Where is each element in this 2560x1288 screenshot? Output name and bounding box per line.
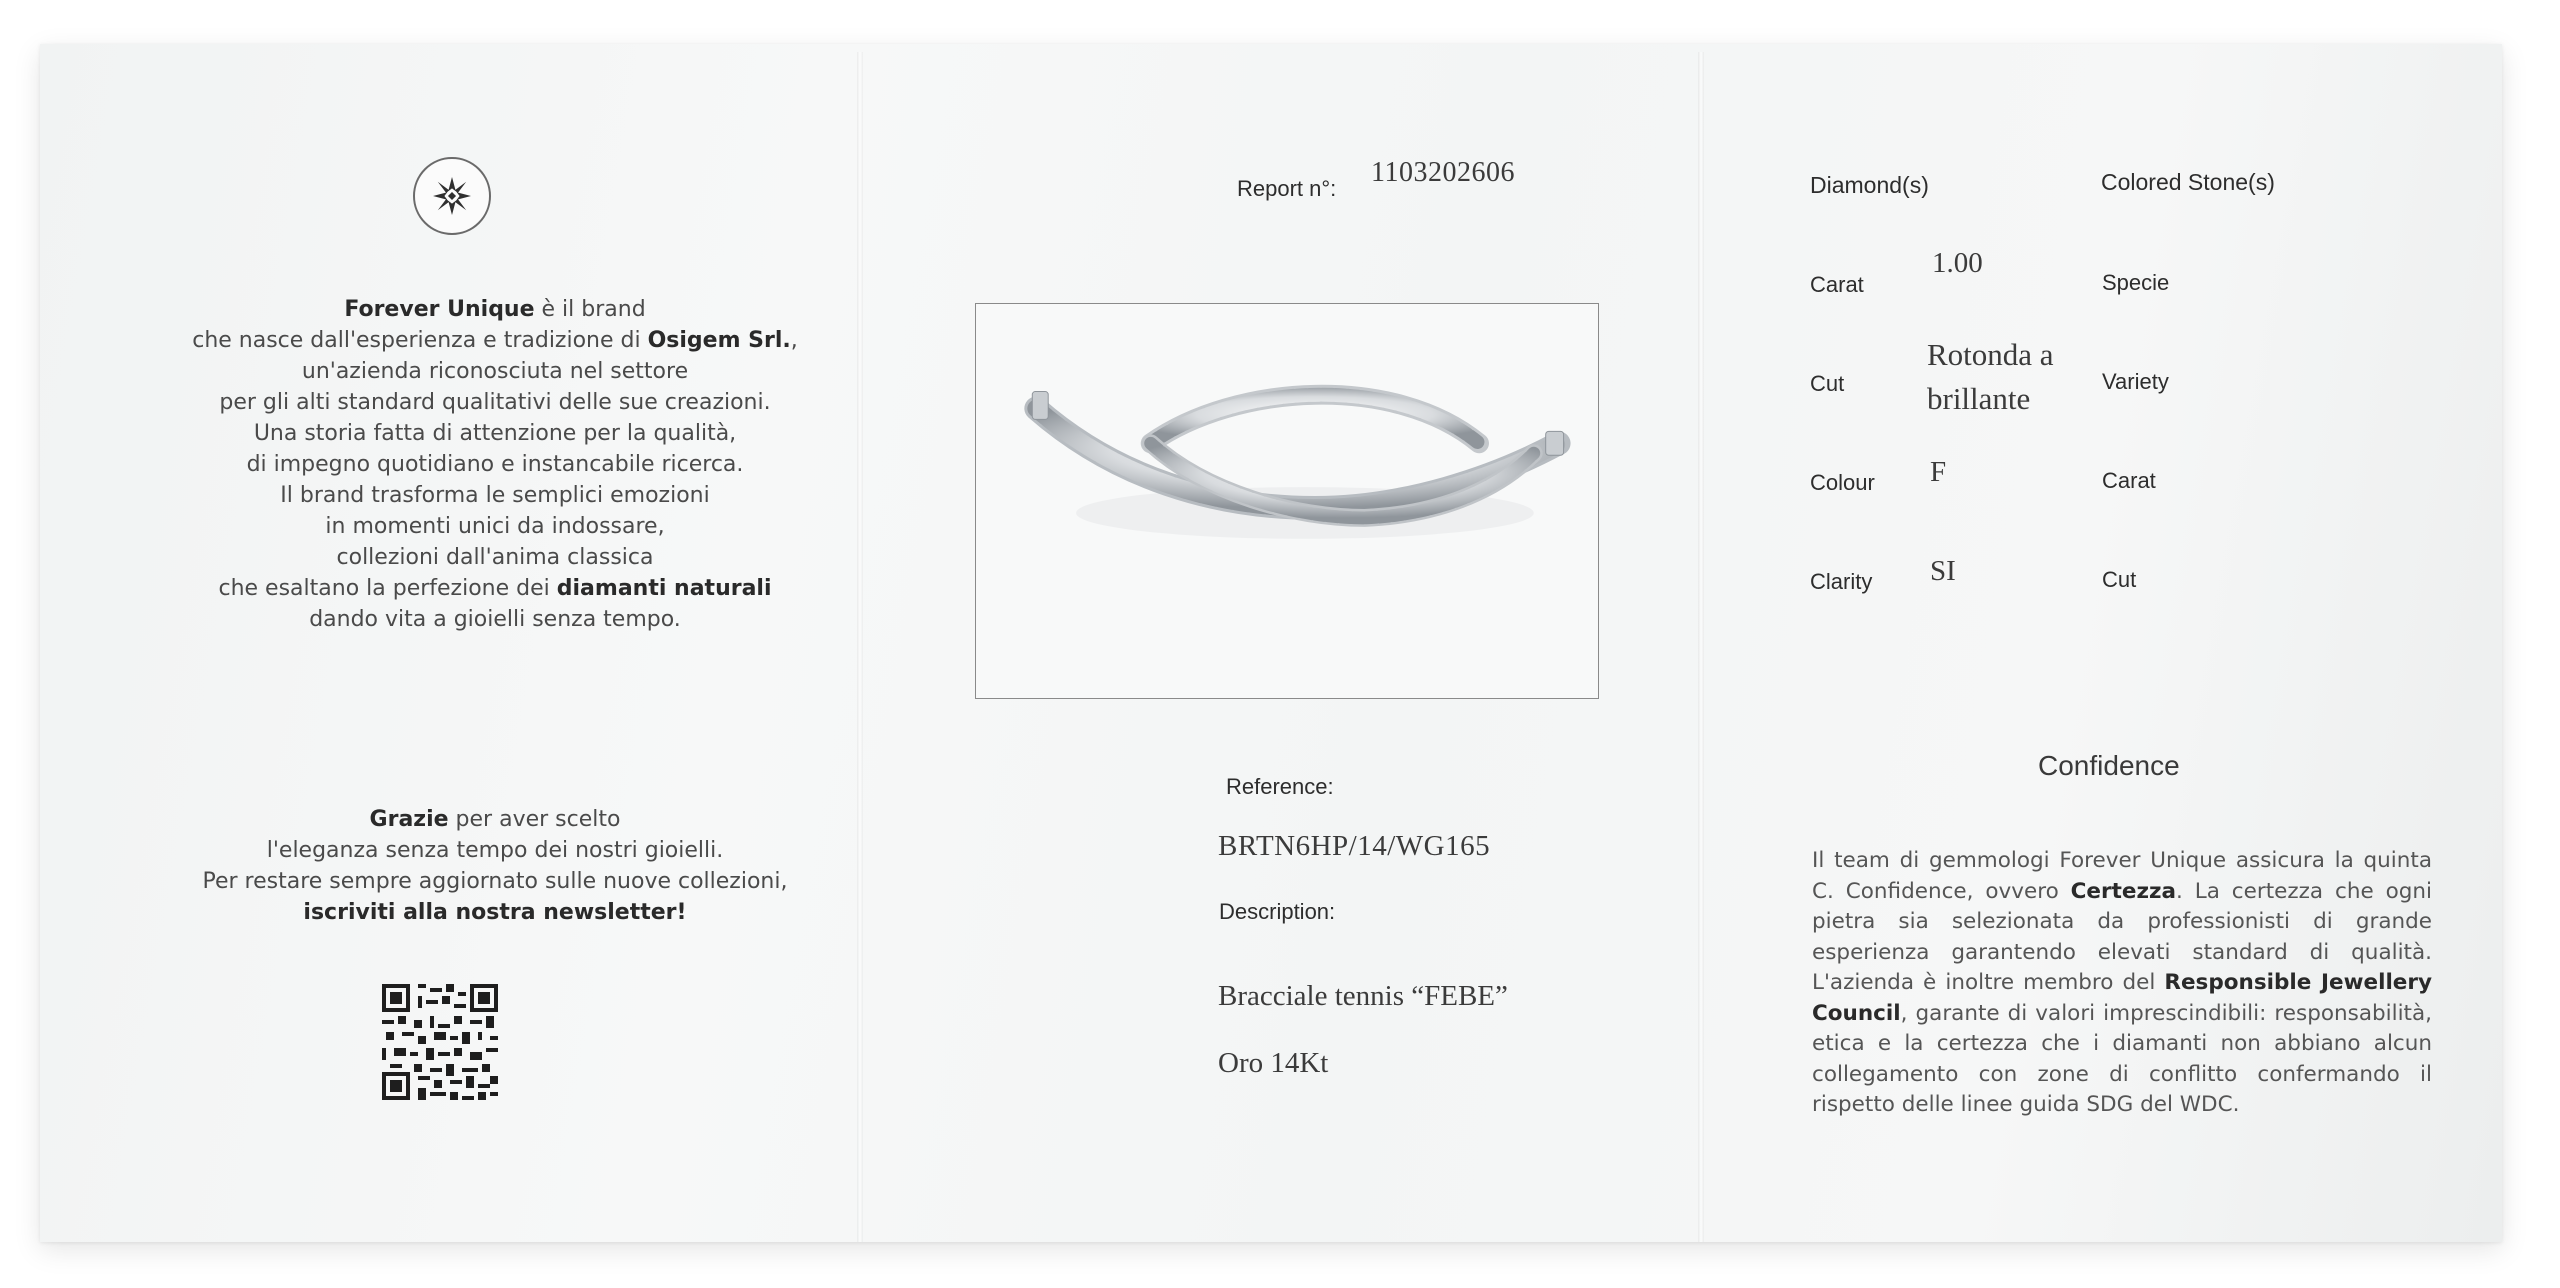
carat-label: Carat <box>1810 272 1864 297</box>
star-logo-icon <box>413 157 491 235</box>
colour-value: F <box>1930 456 1947 488</box>
brand-name: Forever Unique <box>344 297 535 322</box>
intro-line: collezioni dall'anima classica <box>336 545 654 570</box>
fold-line-right <box>1698 52 1704 1242</box>
reference-value: BRTN6HP/14/WG165 <box>1218 830 1491 862</box>
newsletter-cta: iscriviti alla nostra newsletter! <box>303 900 687 925</box>
colored-stones-header: Colored Stone(s) <box>2101 169 2275 195</box>
colored-carat-label: Carat <box>2102 468 2156 493</box>
diamonds-header: Diamond(s) <box>1810 172 1929 198</box>
brand-intro-text: Forever Unique è il brand che nasce dall'esperienza e tradizione di Osigem Srl., un'azienda riconosciuta nel settore per gli alti standard qualitativi delle sue creazioni. Una storia fatta di attenzione per la qualità, di impegno quotidiano e instancabile ricerca. Il brand trasforma le semplici emozioni in momenti unici da indossare, collezioni dall'anima classica che esaltano la perfezione dei diamanti naturali dando vita a gioielli senza tempo. <box>120 294 870 635</box>
confidence-text: Il team di gemmologi Forever Unique assicura la quinta C. Confidence, ovvero Certezza. La certezza che ogni pietra sia selezionata da professionisti di grande esperienza garantendo elevati standard di qualità. L'azienda è inoltre membro del Responsible Jewellery Council, garante di valori imprescindibili: responsabilità, etica e la certezza che i diamanti non abbiano alcun collegamento con zone di conflitto confermando il rispetto delle linee guida SDG del WDC. <box>1812 848 2433 1117</box>
cut-value: Rotonda a brillante <box>1927 337 2054 416</box>
description-line-2: Oro 14Kt <box>1218 1047 1329 1079</box>
colored-cut-label: Cut <box>2102 567 2137 592</box>
jewel-photo <box>975 303 1599 699</box>
colour-label: Colour <box>1810 470 1875 495</box>
intro-line: per gli alti standard qualitativi delle sue creazioni. <box>219 390 771 415</box>
fold-line-left <box>857 52 863 1242</box>
intro-line: Il brand trasforma le semplici emozioni <box>280 483 710 508</box>
company-name: Osigem Srl. <box>647 328 791 353</box>
qr-code-icon <box>382 984 498 1100</box>
thanks-text: Grazie per aver scelto l'eleganza senza tempo dei nostri gioielli. Per restare sempre aggiornato sulle nuove collezioni, iscriviti alla nostra newsletter! <box>202 807 788 925</box>
clarity-label: Clarity <box>1810 569 1873 594</box>
intro-line: Una storia fatta di attenzione per la qualità, <box>253 421 737 446</box>
intro-line: un'azienda riconosciuta nel settore <box>301 359 689 384</box>
description-label: Description: <box>1219 899 1336 924</box>
description-line-1: Bracciale tennis “FEBE” <box>1218 980 1508 1012</box>
intro-line: dando vita a gioielli senza tempo. <box>309 607 681 632</box>
carat-value: 1.00 <box>1932 247 1983 279</box>
report-label: Report n°: <box>1237 176 1337 201</box>
variety-label: Variety <box>2102 369 2169 394</box>
specie-label: Specie <box>2102 270 2170 295</box>
reference-label: Reference: <box>1226 774 1334 799</box>
report-number: 1103202606 <box>1371 157 1515 188</box>
clarity-value: SI <box>1930 555 1956 587</box>
intro-line: di impegno quotidiano e instancabile ricerca. <box>246 452 744 477</box>
certificate-card <box>40 44 2502 1242</box>
cut-label: Cut <box>1810 371 1845 396</box>
intro-line: in momenti unici da indossare, <box>325 514 665 539</box>
confidence-title: Confidence <box>2038 750 2180 781</box>
